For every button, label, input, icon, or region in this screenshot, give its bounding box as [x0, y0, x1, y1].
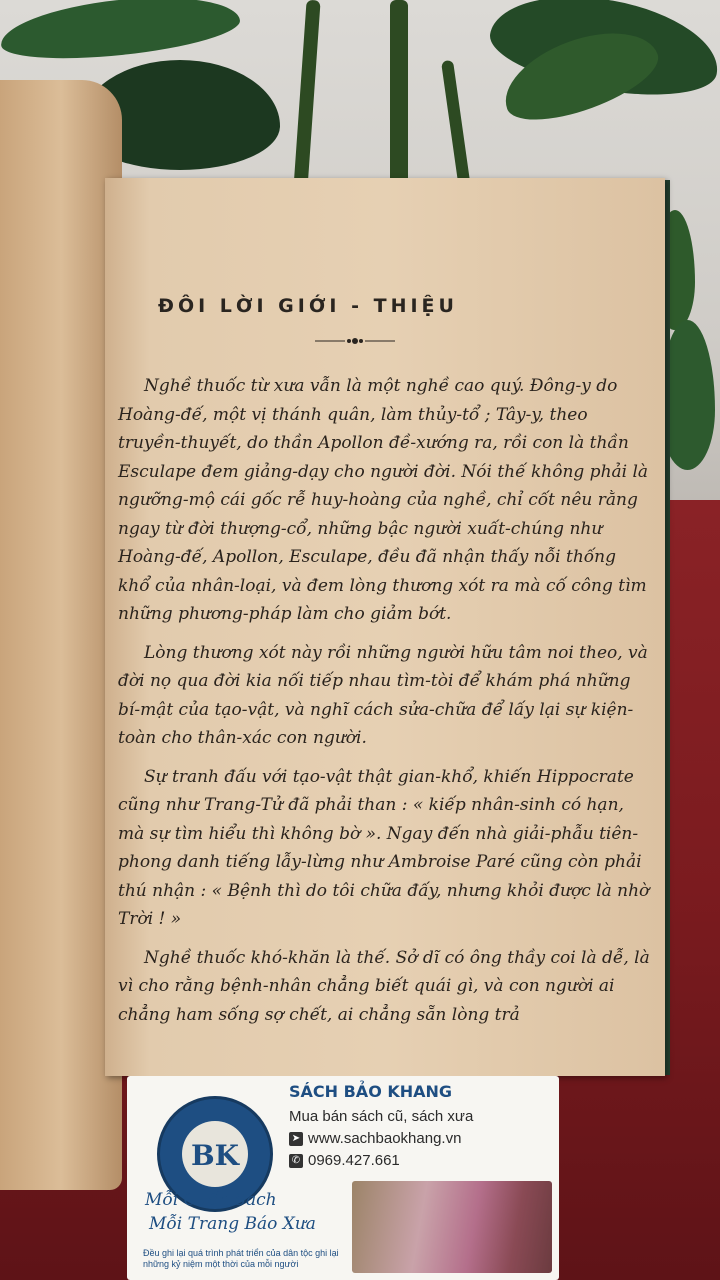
books-photo [352, 1181, 552, 1273]
title-ornament [315, 336, 395, 346]
script-line-2: Mỗi Trang Báo Xưa [149, 1214, 316, 1234]
page-title: ĐÔI LỜI GIỚI - THIỆU [158, 295, 458, 317]
phone-icon: ✆ [289, 1154, 303, 1168]
phone-line [289, 1152, 400, 1169]
paragraph: Lòng thương xót này rồi những người hữu tâm noi theo, và đời nọ qua đời kia nối tiếp nhau tìm-tòi để khám phá những bí-mật của tạo-vật, và nghĩ cách sửa-chữa để lấy lại sự kiện-toàn cho thân-xác con người. [118, 642, 648, 748]
cursor-icon: ➤ [289, 1132, 303, 1146]
shop-tagline: Mua bán sách cũ, sách xưa [289, 1108, 474, 1125]
phone-text: 0969.427.661 [308, 1152, 400, 1169]
left-page [0, 80, 122, 1190]
script-line-1: Mỗi Cuốn Sách [145, 1190, 277, 1210]
shop-name: SÁCH BẢO KHANG [289, 1082, 453, 1101]
page-body [118, 372, 650, 1039]
paragraph: Nghề thuốc từ xưa vẫn là một nghề cao quý. Đông-y do Hoàng-đế, một vị thánh quân, làm thủy-tổ ; Tây-y, theo truyền-thuyết, do thần Apollon đề-xướng ra, rồi con là thần Esculape đem giảng-dạy cho người đời. Nói thế không phải là ngưỡng-mộ cái gốc rễ huy-hoàng của nghề, chỉ cốt nêu rằng ngay từ đời thượng-cổ, những bậc người xuất-chúng như Hoàng-đế, Apollon, Esculape, đều đã nhận thấy nỗi thống khổ của nhân-loại, và đem lòng thương xót ra mà cố công tìm những phương-pháp làm cho giảm bớt. [118, 376, 649, 624]
website-text: www.sachbaokhang.vn [308, 1130, 462, 1147]
shop-slogan: Đều ghi lại quá trình phát triển của dân tộc ghi lại những kỷ niệm một thời của mỗi người [143, 1248, 339, 1269]
shop-card [127, 1076, 559, 1280]
paragraph: Nghề thuốc khó-khăn là thế. Sở dĩ có ông thầy coi là dễ, là vì cho rằng bệnh-nhân chẳng biết quái gì, và con người ai chẳng ham sống sợ chết, ai chẳng sẵn lòng trả [118, 947, 650, 1025]
paragraph: Sự tranh đấu với tạo-vật thật gian-khổ, khiến Hippocrate cũng như Trang-Tử đã phải than : « kiếp nhân-sinh có hạn, mà sự tìm hiểu thì không bờ ». Ngay đến nhà giải-phẫu tiên-phong danh tiếng lẫy-lừng như Ambroise Paré cũng còn phải thú nhận : « Bệnh thì do tôi chữa đấy, nhưng khỏi được là nhờ Trời ! » [118, 766, 650, 929]
logo-letters: BK [190, 1139, 239, 1172]
website-line [289, 1130, 461, 1147]
